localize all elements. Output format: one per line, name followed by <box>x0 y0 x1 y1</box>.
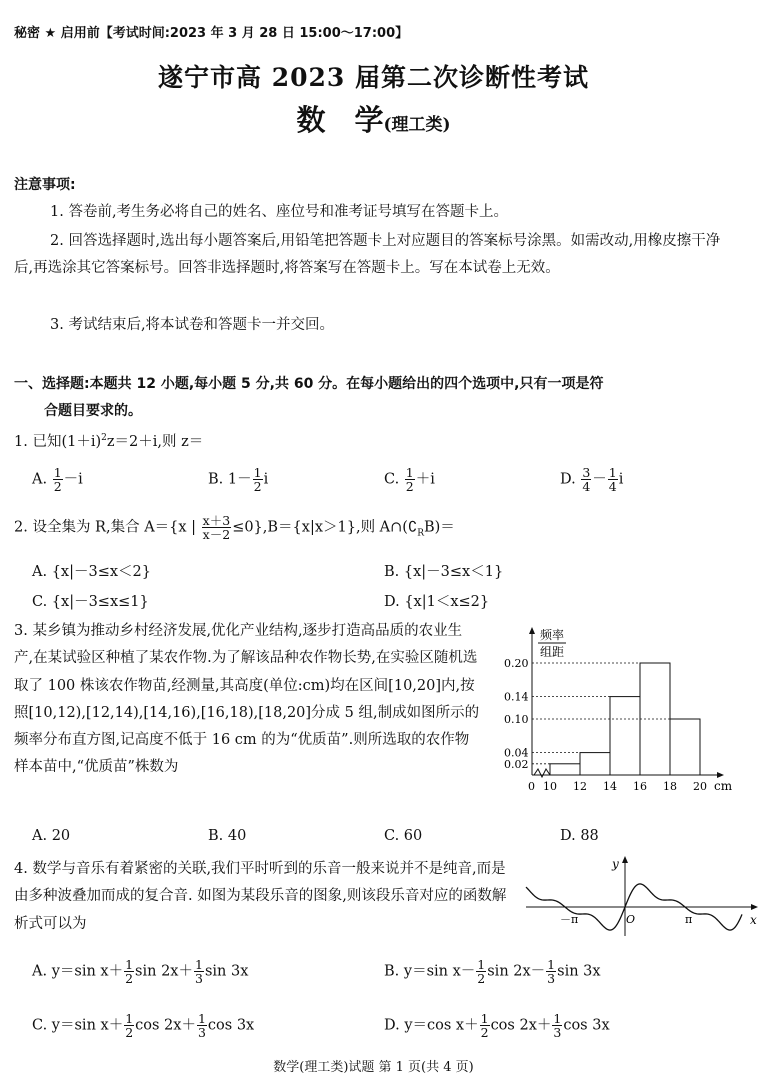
q3-option-b[interactable]: B. 40 <box>208 828 247 844</box>
hist-xtick-label: 20 <box>693 780 707 793</box>
sound-wave-graph <box>522 852 762 940</box>
q1-stem-b: z＝2＋i,则 z＝ <box>106 434 204 450</box>
q1-option-a[interactable] <box>32 466 83 493</box>
hist-ytick-label: 0.02 <box>504 757 529 771</box>
q2-stem <box>14 514 455 541</box>
q4-option-b[interactable] <box>384 958 601 985</box>
graph-origin: O <box>626 913 636 926</box>
q4-option-a[interactable] <box>32 958 248 985</box>
q1-d-mid: － <box>592 471 607 488</box>
subject-title <box>0 98 747 139</box>
q4-d-a: D. y＝cos x＋ <box>384 1017 479 1034</box>
q1-option-d[interactable] <box>560 466 623 493</box>
q4-c-b: cos 2x＋ <box>135 1017 196 1034</box>
subject-type: (理工类) <box>383 115 451 135</box>
hist-ytick-label: 0.14 <box>504 690 529 704</box>
hist-ytick-label: 0.10 <box>504 713 529 726</box>
q2-sub: R <box>417 528 424 539</box>
graph-pi: π <box>685 913 693 926</box>
section-heading-line1: 一、选择题:本题共 12 小题,每小题 5 分,共 60 分。在每小题给出的四个选项中,只有一项是符 <box>14 376 604 392</box>
graph-neg-pi: －π <box>560 913 579 926</box>
q1-a-frac: $\frac{1}{2}$ <box>53 465 62 494</box>
q1-option-b[interactable] <box>208 466 268 493</box>
hist-xtick-label: 0 <box>528 780 535 793</box>
hist-xtick-label: 14 <box>603 780 617 793</box>
q4-a-a: A. y＝sin x＋ <box>32 963 124 980</box>
q2-option-c[interactable]: C. {x|－3≤x≤1} <box>32 594 149 610</box>
q4-b-b: sin 2x－ <box>487 963 546 980</box>
hist-x-arrow <box>717 772 724 778</box>
notice-item-3: 3. 考试结束后,将本试卷和答题卡一并交回。 <box>50 317 335 333</box>
page-footer: 数学(理工类)试题 第 1 页(共 4 页) <box>273 1060 474 1075</box>
hist-ylabel-bottom: 组距 <box>540 645 565 659</box>
q4-b-a: B. y＝sin x－ <box>384 963 476 980</box>
q2-stem-b: ≤0},B＝{x|x＞1},则 A∩(∁ <box>232 519 418 536</box>
q4-option-c[interactable] <box>32 1012 254 1039</box>
graph-y-arrow <box>622 856 628 863</box>
q1-c-post: ＋i <box>415 471 435 488</box>
q4-c-frac1: $\frac{1}{2}$ <box>125 1011 134 1040</box>
q1-d-post: i <box>618 471 624 488</box>
hist-axis-break <box>534 769 550 777</box>
hist-bar-2 <box>580 753 610 775</box>
q2-stem-c: B)＝ <box>423 519 455 536</box>
q1-c-frac: $\frac{1}{2}$ <box>405 465 414 494</box>
hist-y-arrow <box>529 627 535 634</box>
hist-bar-3 <box>610 697 640 775</box>
q4-b-frac1: $\frac{1}{2}$ <box>477 957 486 986</box>
confidential-line: 秘密 ★ 启用前【考试时间:2023 年 3 月 28 日 15:00～17:00】 <box>14 26 409 41</box>
q1-b-post: i <box>263 471 269 488</box>
q1-c-label: C. <box>384 471 400 488</box>
q4-b-frac2: $\frac{1}{3}$ <box>547 957 556 986</box>
hist-xtick-label: 12 <box>573 780 587 793</box>
q4-b-c: sin 3x <box>557 963 601 980</box>
hist-bar-5 <box>670 719 700 775</box>
hist-x-unit: cm <box>714 779 733 793</box>
q4-a-frac2: $\frac{1}{3}$ <box>194 957 203 986</box>
q1-d-frac1: $\frac{3}{4}$ <box>582 465 591 494</box>
q1-d-frac2: $\frac{1}{4}$ <box>608 465 617 494</box>
q1-b-label: B. 1－ <box>208 471 252 488</box>
q4-d-b: cos 2x＋ <box>490 1017 552 1034</box>
hist-bar-1 <box>550 764 580 775</box>
q4-stem: 4. 数学与音乐有着紧密的关联,我们平时听到的乐音一般来说并不是纯音,而是由多种波叠加而成的复合音. 如图为某段乐音的图象,则该段乐音对应的函数解析式可以为 <box>14 861 507 932</box>
q1-stem <box>14 430 203 451</box>
q1-b-frac: $\frac{1}{2}$ <box>253 465 262 494</box>
q3-option-d[interactable]: D. 88 <box>560 828 599 844</box>
q4-a-c: sin 3x <box>204 963 249 980</box>
q1-d-label: D. <box>560 471 576 488</box>
graph-x-label: x <box>750 913 757 927</box>
notice-heading: 注意事项: <box>14 177 76 193</box>
frequency-histogram <box>500 625 740 795</box>
hist-ytick-label: 0.20 <box>504 657 529 670</box>
q4-option-d[interactable] <box>384 1012 610 1039</box>
hist-xtick-label: 16 <box>633 780 647 793</box>
q4-d-frac1: $\frac{1}{2}$ <box>480 1011 489 1040</box>
q1-a-post: －i <box>63 471 83 488</box>
q4-a-b: sin 2x＋ <box>135 963 193 980</box>
notice-item-1: 1. 答卷前,考生务必将自己的姓名、座位号和准考证号填写在答题卡上。 <box>50 204 509 220</box>
subject-name: 数 学 <box>296 103 384 137</box>
q1-option-c[interactable] <box>384 466 435 493</box>
q1-stem-sup: 2 <box>101 433 107 444</box>
hist-xtick-label: 18 <box>663 780 677 793</box>
q3-option-c[interactable]: C. 60 <box>384 828 423 844</box>
q2-option-b[interactable]: B. {x|－3≤x＜1} <box>384 564 504 580</box>
exam-title: 遂宁市高 2023 届第二次诊断性考试 <box>158 63 589 92</box>
q4-c-c: cos 3x <box>207 1017 255 1034</box>
q3-stem: 3. 某乡镇为推动乡村经济发展,优化产业结构,逐步打造高品质的农业生产,在某试验区种植了某农作物.为了解该品种农作物长势,在实验区随机选取了 100 株该农作物苗,经测量,其高度(单位:cm)均在区间[10,20]内,按照[10,12),[12,14),[14,16),[16,18),[18,20]分成 5 组,制成如图所示的频率分布直方图,记高度不低于 16 cm 的为“优质苗”.则所选取的农作物样本苗中,“优质苗”株数为 <box>14 623 480 776</box>
q4-d-frac2: $\frac{1}{3}$ <box>553 1011 562 1040</box>
graph-y-label: y <box>612 857 619 871</box>
hist-ylabel-top: 频率 <box>540 628 565 642</box>
graph-x-arrow <box>751 904 758 910</box>
q2-option-a[interactable]: A. {x|－3≤x＜2} <box>32 564 151 580</box>
q1-stem-a: 1. 已知(1＋i) <box>14 434 102 450</box>
q4-d-c: cos 3x <box>563 1017 610 1034</box>
notice-item-2: 2. 回答选择题时,选出每小题答案后,用铅笔把答题卡上对应题目的答案标号涂黑。如需改动,用橡皮擦干净后,再选涂其它答案标号。回答非选择题时,将答案写在答题卡上。写在本试卷上无效。 <box>14 233 721 276</box>
q4-c-a: C. y＝sin x＋ <box>32 1017 124 1034</box>
q1-a-label: A. <box>32 471 48 488</box>
section-heading-line2: 合题目要求的。 <box>44 403 142 419</box>
q3-option-a[interactable]: A. 20 <box>32 828 71 844</box>
hist-xtick-label: 10 <box>543 780 557 793</box>
q2-frac: $\frac{x+3}{x-2}$ <box>202 513 231 542</box>
q2-option-d[interactable]: D. {x|1＜x≤2} <box>384 594 490 610</box>
hist-ytick-label: 0.04 <box>504 746 529 760</box>
q2-stem-a: 2. 设全集为 R,集合 A＝{x | <box>14 519 197 536</box>
q4-a-frac1: $\frac{1}{2}$ <box>125 957 134 986</box>
q4-c-frac2: $\frac{1}{3}$ <box>197 1011 206 1040</box>
